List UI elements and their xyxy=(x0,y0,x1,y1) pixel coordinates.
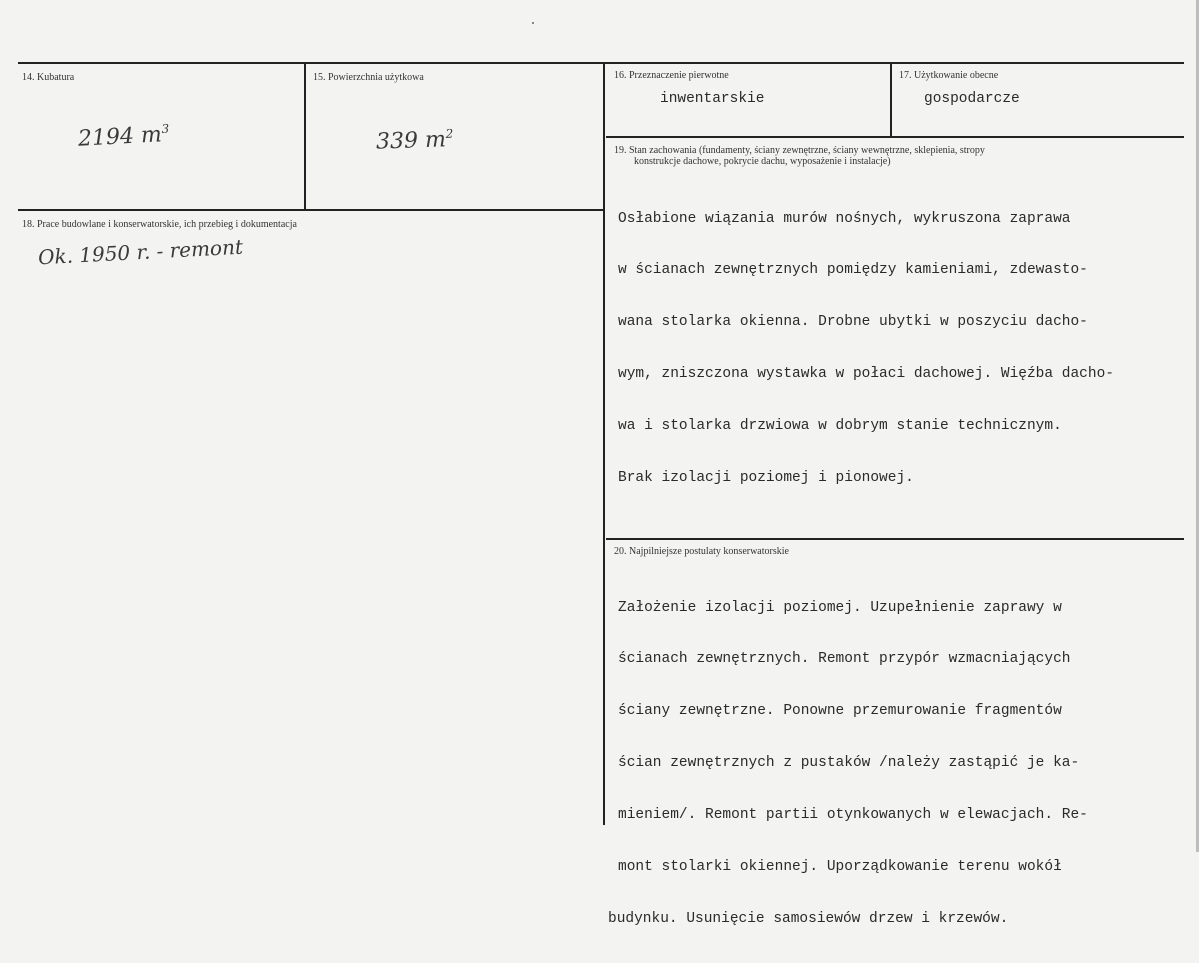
field-19-text-line: Brak izolacji poziomej i pionowej. xyxy=(618,470,914,487)
center-divider xyxy=(603,62,605,825)
speck xyxy=(532,22,534,24)
field-14-value-sup: 3 xyxy=(161,121,170,137)
divider-16-17 xyxy=(890,62,892,138)
field-19-label-line-1: 19. Stan zachowania (fundamenty, ściany zewnętrzne, ściany wewnętrzne, sklepienia, stropy xyxy=(614,145,985,156)
rule-under-16-17 xyxy=(606,136,1184,138)
field-20-text-line: ściany zewnętrzne. Ponowne przemurowanie fragmentów xyxy=(618,703,1062,720)
field-19-label-line-2: konstrukcje dachowe, pokrycie dachu, wyposażenie i instalacje) xyxy=(634,156,891,167)
field-14-value xyxy=(77,122,170,152)
field-17-label: 17. Użytkowanie obecne xyxy=(899,70,999,81)
field-15-label: 15. Powierzchnia użytkowa xyxy=(313,72,424,83)
rule-under-14-15 xyxy=(18,209,604,211)
field-19-text-line: w ścianach zewnętrznych pomiędzy kamieniami, zdewasto- xyxy=(618,262,1088,279)
rule-above-20 xyxy=(606,538,1184,540)
field-15-value xyxy=(376,127,454,155)
field-20-text-line: budynku. Usunięcie samosiewów drzew i krzewów. xyxy=(608,910,1009,927)
field-20-label: 20. Najpilniejsze postulaty konserwatorskie xyxy=(614,546,789,557)
field-16-label: 16. Przeznaczenie pierwotne xyxy=(614,70,729,81)
field-20-text-line: mieniem/. Remont partii otynkowanych w elewacjach. Re- xyxy=(618,807,1088,824)
field-19-text-line: wana stolarka okienna. Drobne ubytki w poszyciu dacho- xyxy=(618,314,1088,331)
field-15-value-sup: 2 xyxy=(445,126,454,141)
field-18-label: 18. Prace budowlane i konserwatorskie, ich przebieg i dokumentacja xyxy=(22,219,297,230)
field-20-text-line: Założenie izolacji poziomej. Uzupełnienie zaprawy w xyxy=(618,599,1062,616)
field-16-value: inwentarskie xyxy=(660,91,765,107)
field-20-text-line: ścianach zewnętrznych. Remont przypór wzmacniających xyxy=(618,651,1071,668)
field-19-text-line: Osłabione wiązania murów nośnych, wykruszona zaprawa xyxy=(618,210,1071,227)
field-15-value-text: 339 m xyxy=(375,127,447,155)
divider-14-15 xyxy=(304,62,306,211)
field-14-label: 14. Kubatura xyxy=(22,72,75,83)
field-14-value-text: 2194 m xyxy=(77,122,163,152)
field-20-text-line: ścian zewnętrznych z pustaków /należy zastąpić je ka- xyxy=(618,755,1080,772)
field-18-value: Ok. 1950 r. - remont xyxy=(37,234,244,270)
field-17-value: gospodarcze xyxy=(924,91,1020,107)
field-20-text xyxy=(608,565,1088,963)
field-20-text-line: mont stolarki okiennej. Uporządkowanie terenu wokół xyxy=(618,859,1062,876)
top-rule xyxy=(18,62,1184,64)
field-19-text-line: wa i stolarka drzwiowa w dobrym stanie technicznym. xyxy=(618,418,1062,435)
field-19-text-line: wym, zniszczona wystawka w połaci dachowej. Więźba dacho- xyxy=(618,366,1114,383)
field-19-text xyxy=(618,176,1114,522)
